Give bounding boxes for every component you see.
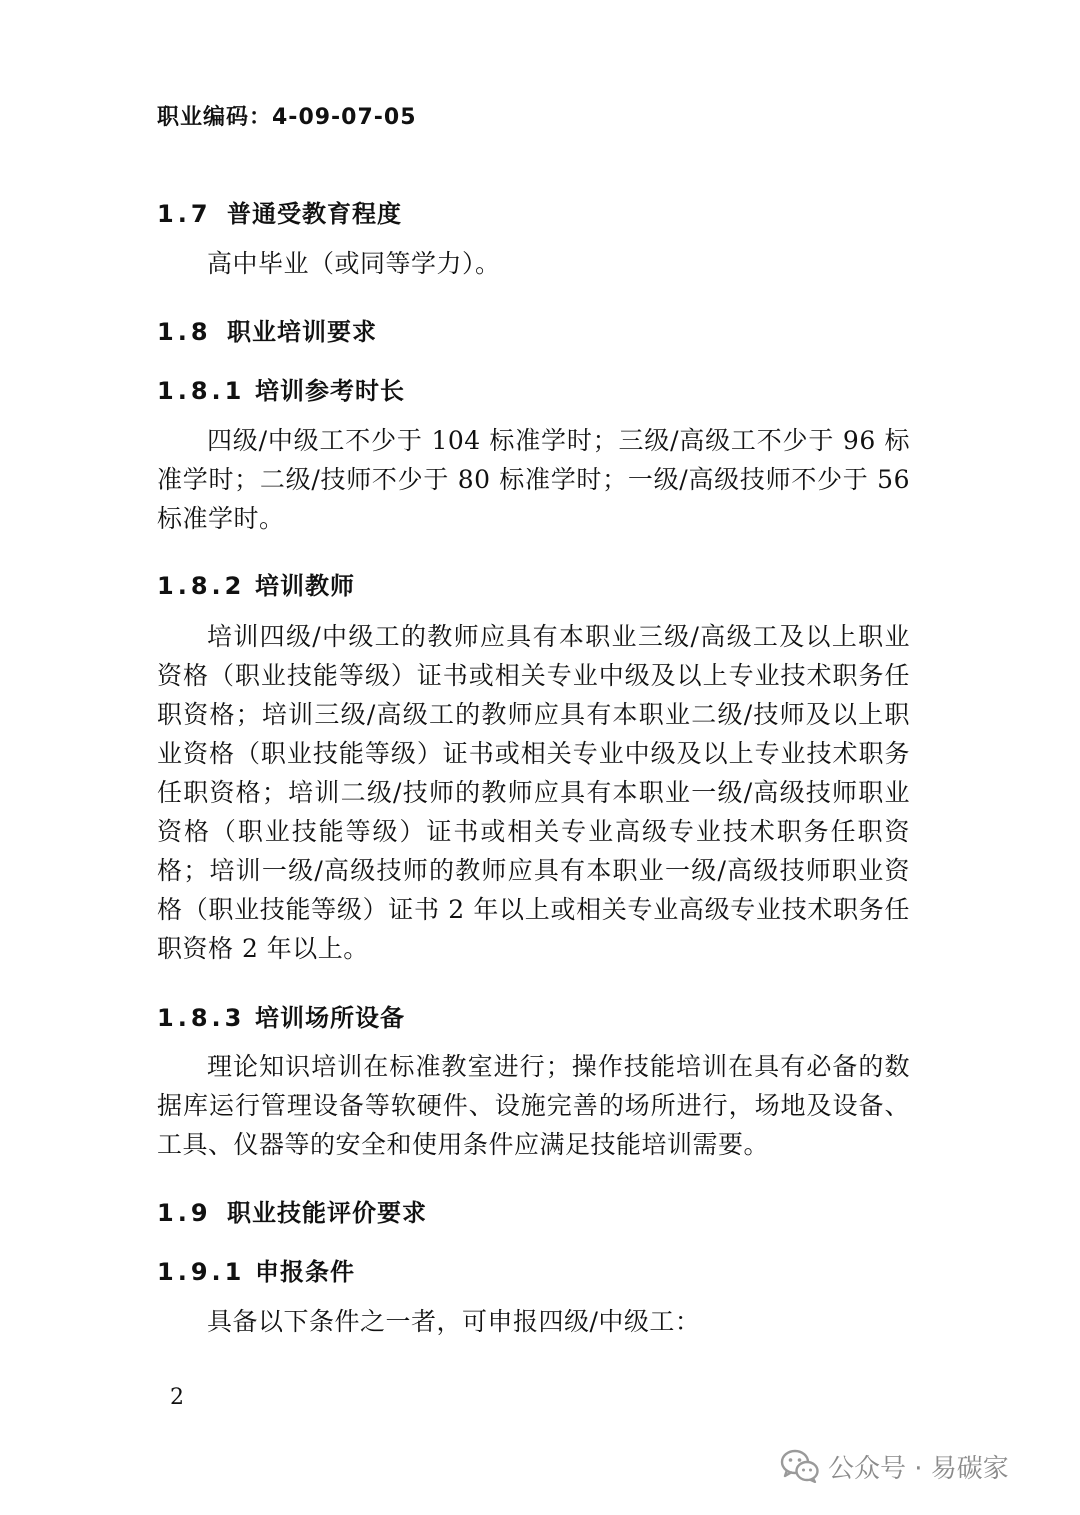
wechat-icon: [780, 1449, 820, 1483]
section-body-1-9-1: 具备以下条件之一者，可申报四级/中级工：: [207, 1307, 701, 1336]
section-title: 培训场所设备: [255, 1004, 405, 1032]
watermark-text: 公众号 · 易碳家: [828, 1453, 1009, 1484]
section-number: 1.8.2: [157, 572, 246, 600]
section-number: 1.9.1: [157, 1258, 246, 1286]
section-heading-1-7: [157, 194, 402, 229]
section-heading-1-9: [157, 1193, 427, 1228]
section-number: 1.9: [157, 1199, 212, 1227]
section-number: 1.8: [157, 318, 212, 346]
section-heading-1-8-2: [157, 566, 355, 601]
section-title: 申报条件: [255, 1258, 355, 1286]
section-body-1-7: 高中毕业（或同等学力）。: [207, 249, 501, 278]
section-title: 普通受教育程度: [227, 200, 402, 228]
section-number: 1.8.3: [157, 1004, 246, 1032]
section-body-1-8-3: 理论知识培训在标准教室进行；操作技能培训在具有必备的数据库运行管理设备等软硬件、设施完善的场所进行，场地及设备、工具、仪器等的安全和使用条件应满足技能培训需要。: [157, 1052, 910, 1159]
section-title: 职业培训要求: [227, 318, 377, 346]
watermark: [780, 1448, 1009, 1484]
section-number: 1.8.1: [157, 377, 246, 405]
occupation-code: 职业编码：4-09-07-05: [157, 105, 417, 130]
section-title: 培训教师: [255, 572, 355, 600]
page-number: 2: [170, 1385, 184, 1410]
section-title: 职业技能评价要求: [227, 1199, 427, 1227]
section-body-1-8-1: 四级/中级工不少于 104 标准学时；三级/高级工不少于 96 标准学时；二级/技师不少于 80 标准学时；一级/高级技师不少于 56 标准学时。: [157, 426, 910, 533]
section-body-1-8-2: 培训四级/中级工的教师应具有本职业三级/高级工及以上职业资格（职业技能等级）证书或相关专业中级及以上专业技术职务任职资格；培训三级/高级工的教师应具有本职业二级/技师及以上职业资格（职业技能等级）证书或相关专业中级及以上专业技术职务任职资格；培训二级/技师的教师应具有本职业一级/高级技师职业资格（职业技能等级）证书或相关专业高级专业技术职务任职资格；培训一级/高级技师的教师应具有本职业一级/高级技师职业资格（职业技能等级）证书 2 年以上或相关专业高级专业技术职务任职资格 2 年以上。: [157, 622, 910, 963]
section-heading-1-8-3: [157, 998, 405, 1033]
section-heading-1-8: [157, 312, 377, 347]
section-heading-1-9-1: [157, 1252, 355, 1287]
section-title: 培训参考时长: [255, 377, 405, 405]
section-number: 1.7: [157, 200, 212, 228]
section-heading-1-8-1: [157, 371, 405, 406]
